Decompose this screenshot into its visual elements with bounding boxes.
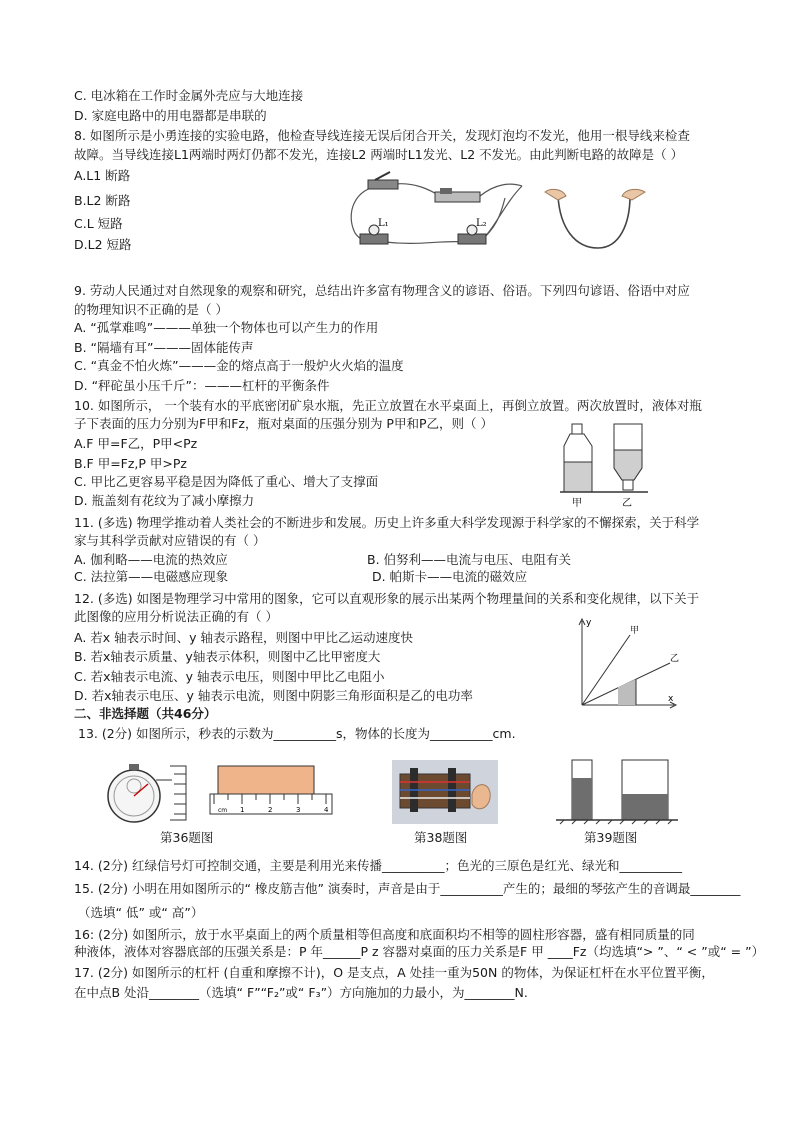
q11-stem-line1: 11. (多选) 物理学推动着人类社会的不断进步和发展。历史上许多重大科学发现源于科学家的不懈探索，关于科学 — [74, 515, 700, 530]
q10-stem-line1: 10. 如图所示， 一个装有水的平底密闭矿泉水瓶，先正立放置在水平桌面上，再倒立放置。两次放置时，液体对瓶 — [74, 398, 702, 413]
q9-option-a: A. “孤掌难鸣”———单独一个物体也可以产生力的作用 — [74, 320, 379, 335]
section-2-title: 二、非选择题（共46分） — [74, 706, 217, 721]
q8-option-c: C.L 短路 — [74, 216, 123, 231]
l2-label: L₂ — [476, 218, 487, 229]
q15-stem-line1: 15. (2分) 小明在用如图所示的“ 橡皮筋吉他” 演奏时，声音是由于__________产生的；最细的琴弦产生的音调最________ — [74, 881, 741, 896]
graph-jia-label: 甲 — [630, 626, 640, 636]
rubber-band-guitar-figure — [392, 760, 498, 824]
q12-option-a: A. 若x 轴表示时间、y 轴表示路程，则图中甲比乙运动速度快 — [74, 630, 414, 645]
jia-label: 甲 — [572, 498, 582, 508]
q7-option-c: C. 电冰箱在工作时金属外壳应与大地连接 — [74, 88, 304, 103]
q12-stem-line2: 此图像的应用分析说法正确的有（ ） — [74, 609, 278, 624]
q8-stem-line2: 故障。当导线连接L1两端时两灯仍都不发光，连接L2 两端时L1发光、L2 不发光。由此判断电路的故障是（ ） — [74, 147, 684, 162]
q8-option-b: B.L2 断路 — [74, 193, 131, 208]
q8-option-a: A.L1 断路 — [74, 168, 131, 183]
q9-option-d: D. “秤砣虽小压千斤”：———杠杆的平衡条件 — [74, 378, 330, 393]
q12-option-b: B. 若x轴表示质量、y轴表示体积，则图中乙比甲密度大 — [74, 649, 381, 664]
ruler-tick-1: 1 — [240, 806, 245, 814]
q10-option-b: B.F 甲=Fz,P 甲>Pz — [74, 456, 187, 471]
q10-option-d: D. 瓶盖刻有花纹为了减小摩擦力 — [74, 493, 255, 508]
q13-stem: 13. (2分) 如图所示，秒表的示数为__________s，物体的长度为__________cm. — [78, 726, 516, 741]
figure-36-caption: 第36题图 — [160, 830, 214, 845]
x-axis-label: x — [668, 694, 674, 704]
ruler-tick-4: 4 — [324, 806, 329, 814]
q16-stem-line1: 16: (2分) 如图所示，放于水平桌面上的两个质量相等但高度和底面积均不相等的圆柱形容器，盛有相同质量的同 — [74, 927, 695, 942]
q11-stem-line2: 家与其科学贡献对应错误的有（ ） — [74, 533, 266, 548]
q14-stem: 14. (2分) 红绿信号灯可控制交通，主要是利用光来传播__________；色光的三原色是红光、绿光和__________ — [74, 858, 683, 873]
ruler-figure — [208, 764, 336, 822]
q12-option-c: C. 若x轴表示电流、y 轴表示电压，则图中甲比乙电阻小 — [74, 669, 385, 684]
q9-option-b: B. “隔墙有耳”———固体能传声 — [74, 340, 254, 355]
yi-label: 乙 — [622, 498, 632, 508]
q9-option-c: C. “真金不怕火炼”———金的熔点高于一般炉火火焰的温度 — [74, 358, 404, 373]
q10-option-a: A.F 甲=F乙，P甲<Pz — [74, 436, 198, 451]
figure-39-caption: 第39题图 — [584, 830, 638, 845]
q7-option-d: D. 家庭电路中的用电器都是串联的 — [74, 108, 267, 123]
figure-38-caption: 第38题图 — [414, 830, 468, 845]
q9-stem-line1: 9. 劳动人民通过对自然现象的观察和研究，总结出许多富有物理含义的谚语、俗语。下列四句谚语、俗语中对应 — [74, 283, 690, 298]
q10-stem-line2: 子下表面的压力分别为F甲和Fz，瓶对桌面的压强分别为 P甲和P乙，则（ ） — [74, 416, 493, 431]
ruler-tick-2: 2 — [268, 806, 273, 814]
q11-option-c: C. 法拉第——电磁感应现象 — [74, 569, 229, 584]
q10-option-c: C. 甲比乙更容易平稳是因为降低了重心、增大了支撑面 — [74, 474, 379, 489]
stopwatch-figure — [96, 758, 196, 826]
q8-option-d: D.L2 短路 — [74, 237, 132, 252]
q16-stem-line2: 种液体，液体对容器底部的压强关系是：P 年______P z 容器对桌面的压力关系是F 甲 ____Fz（均选填“> ”、“ < ”或“ = ”） — [74, 944, 765, 959]
bottles-figure — [560, 420, 650, 508]
l1-label: L₁ — [378, 218, 389, 229]
q17-stem-line2: 在中点B 处沿________（选填“ F”“F₂”或“ F₃”）方向施加的力最小，为________N. — [74, 985, 528, 1000]
q9-stem-line2: 的物理知识不正确的是（ ） — [74, 302, 228, 317]
graph-figure — [570, 615, 680, 710]
graph-yi-label: 乙 — [670, 654, 680, 664]
q15-stem-line2: （选填“ 低” 或“ 高”） — [78, 905, 204, 920]
q12-stem-line1: 12. (多选) 如图是物理学习中常用的图象，它可以直观形象的展示出某两个物理量间的关系和变化规律，以下关于 — [74, 591, 700, 606]
q11-option-a: A. 伽利略——电流的热效应 — [74, 552, 228, 567]
q11-option-d: D. 帕斯卡——电流的磁效应 — [372, 569, 528, 584]
q12-option-d: D. 若x轴表示电压、y 轴表示电流，则图中阴影三角形面积是乙的电功率 — [74, 688, 473, 703]
containers-figure — [552, 756, 682, 826]
q11-option-b: B. 伯努利——电流与电压、电阻有关 — [367, 552, 572, 567]
ruler-tick-3: 3 — [296, 806, 301, 814]
y-axis-label: y — [586, 618, 592, 628]
q17-stem-line1: 17. (2分) 如图所示的杠杆 (自重和摩擦不计)，O 是支点，A 处挂一重为50N 的物体，为保证杠杆在水平位置平衡， — [74, 965, 714, 980]
q8-stem-line1: 8. 如图所示是小勇连接的实验电路，他检查导线连接无误后闭合开关，发现灯泡均不发光，他用一根导线来检查 — [74, 128, 690, 143]
circuit-figure — [340, 168, 730, 260]
ruler-unit: cm — [218, 807, 228, 814]
